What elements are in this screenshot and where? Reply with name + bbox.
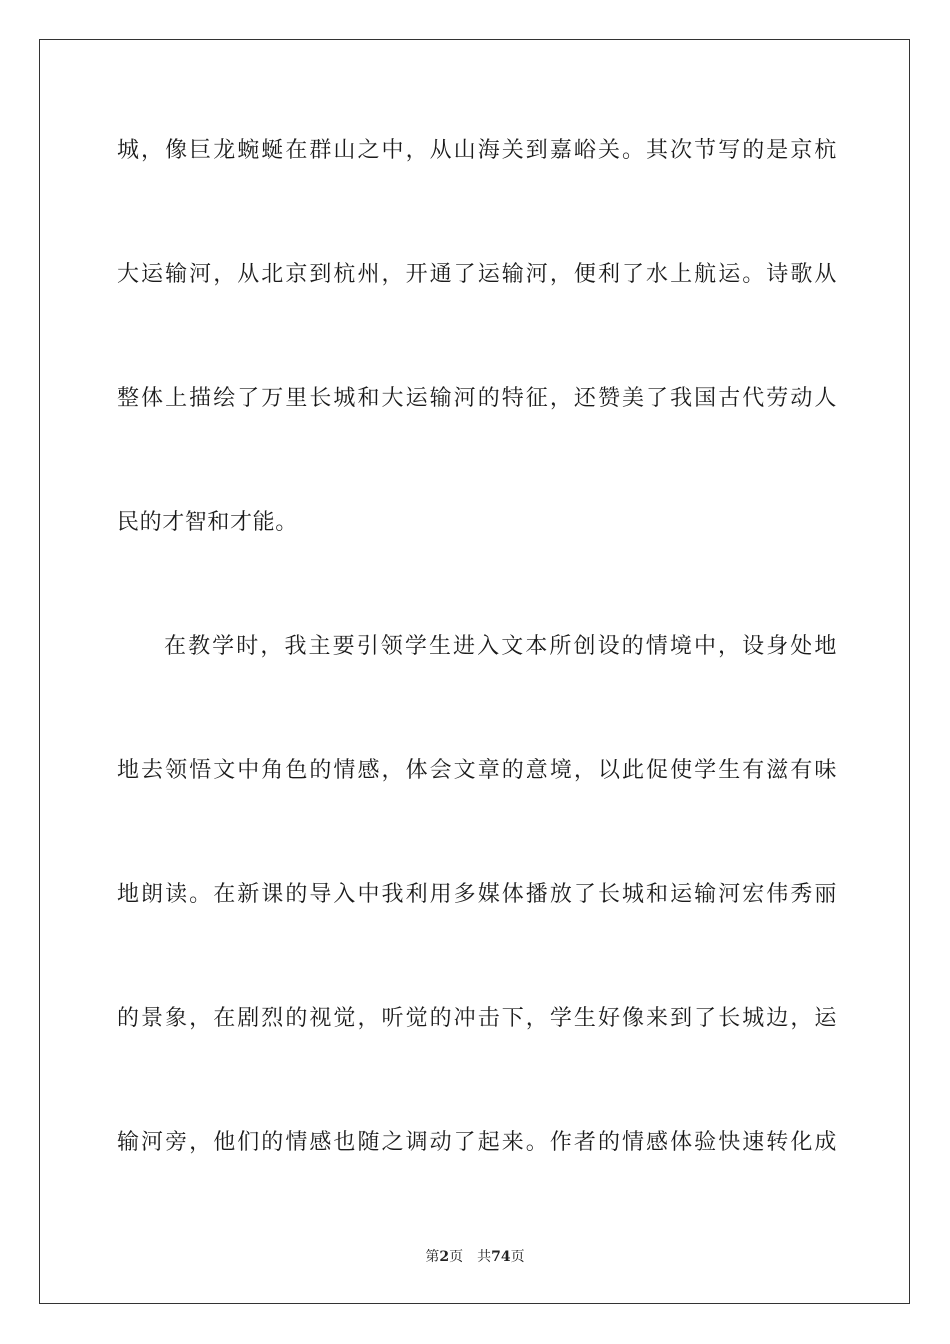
- page-prefix: 第: [425, 1249, 440, 1265]
- total-pages: 74: [491, 1249, 511, 1265]
- text-line: 城，像巨龙蜿蜒在群山之中，从山海关到嘉峪关。其次节写的是京杭: [117, 138, 837, 163]
- page-border: [39, 39, 910, 1304]
- text-line: 输河旁，他们的情感也随之调动了起来。作者的情感体验快速转化成: [117, 1130, 837, 1155]
- text-line: 地去领悟文中角色的情感，体会文章的意境，以此促使学生有滋有味: [117, 758, 837, 783]
- page-footer: [0, 1248, 950, 1266]
- paragraph-first-line: 在教学时，我主要引领学生进入文本所创设的情境中，设身处地: [164, 634, 837, 659]
- text-line: 地朗读。在新课的导入中我利用多媒体播放了长城和运输河宏伟秀丽: [117, 882, 837, 907]
- total-suffix: 页: [510, 1249, 525, 1265]
- text-line: 民的才智和才能。: [117, 510, 298, 535]
- total-prefix: 共: [477, 1249, 492, 1265]
- page-number: 2: [439, 1249, 450, 1265]
- page-suffix: 页: [449, 1249, 464, 1265]
- text-line: 大运输河，从北京到杭州，开通了运输河，便利了水上航运。诗歌从: [117, 262, 837, 287]
- text-line: 整体上描绘了万里长城和大运输河的特征，还赞美了我国古代劳动人: [117, 386, 837, 411]
- text-line: 的景象，在剧烈的视觉，听觉的冲击下，学生好像来到了长城边，运: [117, 1006, 837, 1031]
